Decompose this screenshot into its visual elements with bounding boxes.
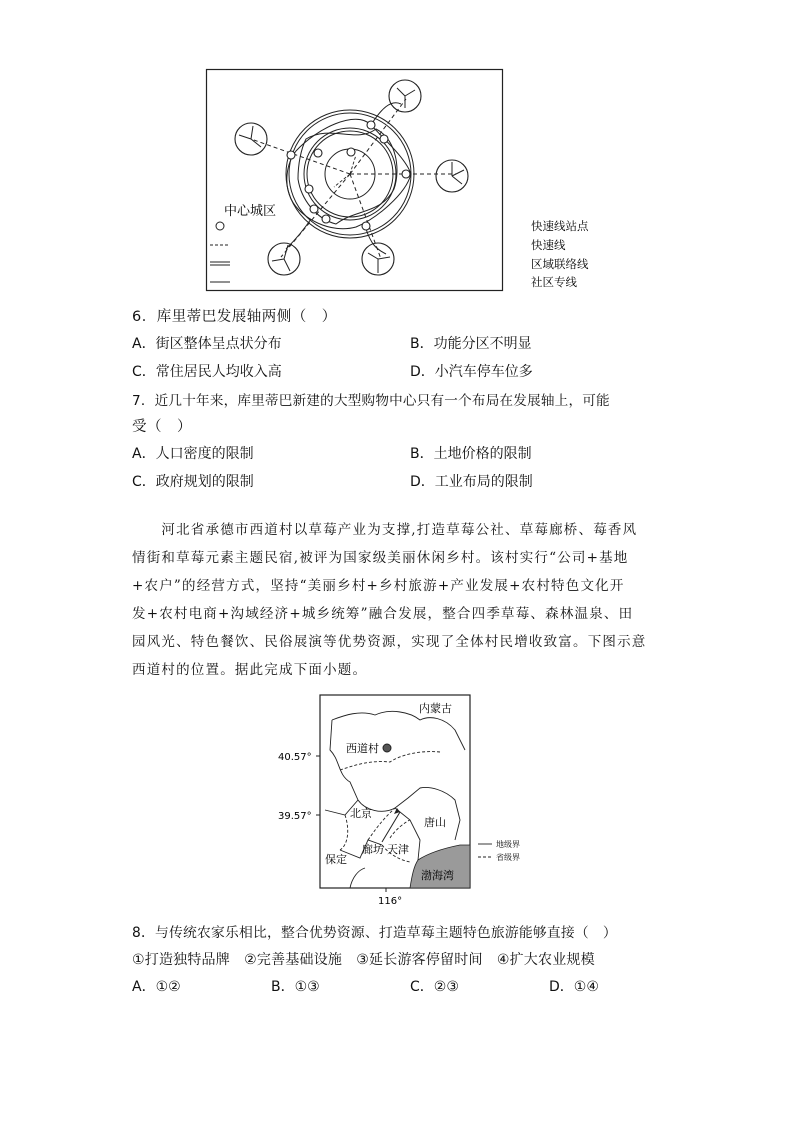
- q6-option-b[interactable]: B．功能分区不明显: [410, 336, 532, 352]
- q8-option-a[interactable]: A．①②: [132, 979, 181, 995]
- q8-stem: 8．与传统农家乐相比，整合优势资源、打造草莓主题特色旅游能够直接（ ）: [132, 925, 617, 941]
- city-structure-diagram: [206, 69, 589, 291]
- legend-express: 快速线: [531, 238, 566, 252]
- lon-label: 116°: [378, 896, 403, 907]
- q8-option-d[interactable]: D．①④: [549, 979, 599, 995]
- label-bohaiwan: 渤海湾: [421, 869, 454, 882]
- center-city-label: 中心城区: [224, 204, 277, 219]
- q8-statements: ①打造独特品牌 ②完善基础设施 ③延长游客停留时间 ④扩大农业规模: [132, 952, 595, 968]
- passage-line: 河北省承德市西道村以草莓产业为支撑,打造草莓公社、草莓廊桥、莓香风: [132, 522, 638, 538]
- label-tangshan: 唐山: [424, 816, 446, 829]
- legend-province: 省级界: [496, 853, 520, 862]
- q6-option-d[interactable]: D．小汽车停车位多: [410, 364, 533, 380]
- q6-option-a[interactable]: A．街区整体呈点状分布: [132, 336, 282, 352]
- location-map: [270, 690, 540, 910]
- label-neimenggu: 内蒙古: [419, 702, 452, 715]
- legend-prefecture: 地级界: [496, 840, 520, 849]
- q8-option-c[interactable]: C．②③: [410, 979, 459, 995]
- label-beijing: 北京: [350, 807, 372, 820]
- q7-stem-line1: 7．近几十年来，库里蒂巴新建的大型购物中心只有一个布局在发展轴上，可能: [132, 393, 610, 409]
- label-langfang: 廊坊: [362, 843, 384, 856]
- village-marker: [383, 744, 391, 752]
- q7-option-a[interactable]: A．人口密度的限制: [132, 446, 254, 462]
- passage-line: 情街和草莓元素主题民宿,被评为国家级美丽休闲乡村。该村实行“公司+基地: [132, 550, 629, 566]
- label-baoding: 保定: [325, 853, 347, 866]
- map-legend: [478, 839, 520, 862]
- label-tianjin: 天津: [387, 843, 409, 856]
- legend-regional: 区域联络线: [531, 257, 589, 271]
- label-xidaocun: 西道村: [346, 742, 379, 755]
- q6-stem: 6．库里蒂巴发展轴两侧（ ）: [132, 309, 337, 325]
- reading-passage: [132, 516, 677, 684]
- q7-option-d[interactable]: D．工业布局的限制: [410, 474, 533, 490]
- q7-option-b[interactable]: B．土地价格的限制: [410, 446, 532, 462]
- q7-option-c[interactable]: C．政府规划的限制: [132, 474, 254, 490]
- q8-option-b[interactable]: B．①③: [271, 979, 320, 995]
- legend-community: 社区专线: [531, 275, 577, 289]
- lat-label-top: 40.57°: [278, 752, 312, 763]
- passage-line: +农户”的经营方式，坚持“美丽乡村+乡村旅游+产业发展+农村特色文化开: [132, 578, 625, 594]
- passage-line: 园风光、特色餐饮、民俗展演等优势资源，实现了全体村民增收致富。下图示意: [132, 634, 647, 650]
- passage-line: 西道村的位置。据此完成下面小题。: [132, 662, 368, 678]
- q7-stem-line2: 受（ ）: [132, 419, 192, 435]
- lat-label-bottom: 39.57°: [278, 811, 312, 822]
- legend-station: 快速线站点: [531, 219, 589, 233]
- passage-line: 发+农村电商+沟域经济+城乡统筹”融合发展，整合四季草莓、森林温泉、田: [132, 606, 634, 622]
- q6-option-c[interactable]: C．常住居民人均收入高: [132, 364, 282, 380]
